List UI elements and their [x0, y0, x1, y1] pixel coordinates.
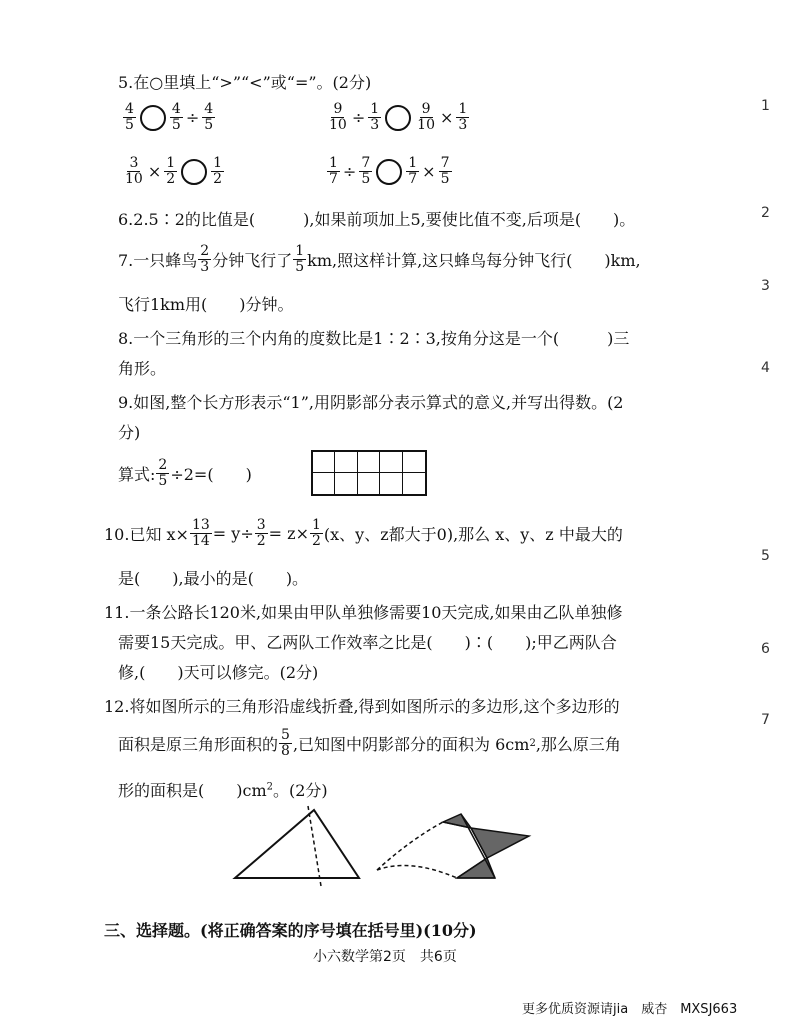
q5-expr-1: $\frac{4}{5}$ $\frac{4}{5}$ ÷ $\frac{4}{5}$ — [125, 101, 214, 133]
q7-line1: 7.一只蜂鸟 $\frac{2}{3}$ 分钟飞行了 $\frac{1}{5}$ km,照这样计算,这只蜂鸟每分钟飞行( )km, — [118, 243, 641, 275]
q9-line1: 9.如图,整个长方形表示“1”,用阴影部分表示算式的意义,并写出得数。(2 — [118, 393, 624, 412]
compare-circle[interactable] — [376, 159, 402, 185]
q12-line2: 面积是原三角形面积的 $\frac{5}{8}$ ,已知图中阴影部分的面积为 6cm 2 ,那么原三角 — [118, 727, 621, 759]
q7-line2: 飞行1km用( )分钟。 — [118, 295, 294, 314]
q9-formula: 算式: $\frac{2}{5}$ ÷2=( ) — [118, 457, 252, 489]
q12-line1: 12.将如图所示的三角形沿虚线折叠,得到如图所示的多边形,这个多边形的 — [104, 697, 620, 716]
q5-expr-3: $\frac{3}{10}$ × $\frac{1}{2}$ $\frac{1}{2}$ — [125, 155, 223, 187]
grid-cell[interactable] — [403, 452, 425, 473]
section3-heading: 三、选择题。(将正确答案的序号填在括号里)(10分) — [104, 921, 477, 940]
q9-line2: 分) — [118, 423, 141, 442]
q8-line1: 8.一个三角形的三个内角的度数比是1∶2∶3,按角分这是一个( )三 — [118, 329, 630, 348]
compare-circle[interactable] — [385, 105, 411, 131]
grid-cell[interactable] — [403, 473, 425, 494]
grid-cell[interactable] — [335, 473, 357, 494]
triangle-figures — [225, 800, 545, 890]
q10-line2: 是( ),最小的是( )。 — [118, 569, 309, 588]
folded-dashed-edge-top — [377, 822, 443, 870]
watermark-text: 更多优质资源请jia 威杏 MXSJ663 — [522, 1002, 738, 1017]
q5-title: 5.在○里填上“>”“<”或“=”。(2分) — [118, 73, 372, 92]
grid-cell[interactable] — [358, 473, 380, 494]
compare-circle[interactable] — [181, 159, 207, 185]
grid-cell[interactable] — [380, 452, 402, 473]
compare-circle[interactable] — [140, 105, 166, 131]
margin-number: 6 — [761, 641, 770, 657]
q6-text: 6.2.5∶2的比值是( ),如果前项加上5,要使比值不变,后项是( )。 — [118, 210, 636, 229]
grid-cell[interactable] — [380, 473, 402, 494]
q5-expr-4: $\frac{1}{7}$ ÷ $\frac{7}{5}$ $\frac{1}{7}$ × $\frac{7}{5}$ — [329, 155, 450, 187]
q11-line2: 需要15天完成。甲、乙两队工作效率之比是( )∶( );甲乙两队合 — [118, 633, 617, 652]
grid-cell[interactable] — [335, 452, 357, 473]
grid-cell[interactable] — [313, 473, 335, 494]
q11-line1: 11.一条公路长120米,如果由甲队单独修需要10天完成,如果由乙队单独修 — [104, 603, 623, 622]
margin-number: 1 — [761, 98, 770, 114]
original-triangle — [235, 810, 359, 878]
margin-number: 4 — [761, 360, 770, 376]
rectangle-grid[interactable] — [311, 450, 427, 496]
folded-dashed-edge-bottom — [377, 866, 457, 879]
margin-number: 2 — [761, 205, 770, 221]
grid-cell[interactable] — [358, 452, 380, 473]
q12-line3: 形的面积是( )$cm^2$。(2分) — [118, 781, 328, 800]
margin-number: 5 — [761, 548, 770, 564]
grid-cell[interactable] — [313, 452, 335, 473]
q5-expr-2: $\frac{9}{10}$ ÷ $\frac{1}{3}$ $\frac{9}{10}$ × $\frac{1}{3}$ — [329, 101, 468, 133]
q10-line1: 10.已知 x× $\frac{13}{14}$ = y÷ $\frac{3}{2}$ = z× $\frac{1}{2}$ (x、y、z都大于0),那么 x、y、z 中最大的 — [104, 517, 623, 549]
q11-line3: 修,( )天可以修完。(2分) — [118, 663, 319, 682]
page-footer: 小六数学第2页 共6页 — [313, 949, 457, 965]
margin-number: 7 — [761, 712, 770, 728]
q8-line2: 角形。 — [118, 359, 167, 378]
margin-number: 3 — [761, 278, 770, 294]
